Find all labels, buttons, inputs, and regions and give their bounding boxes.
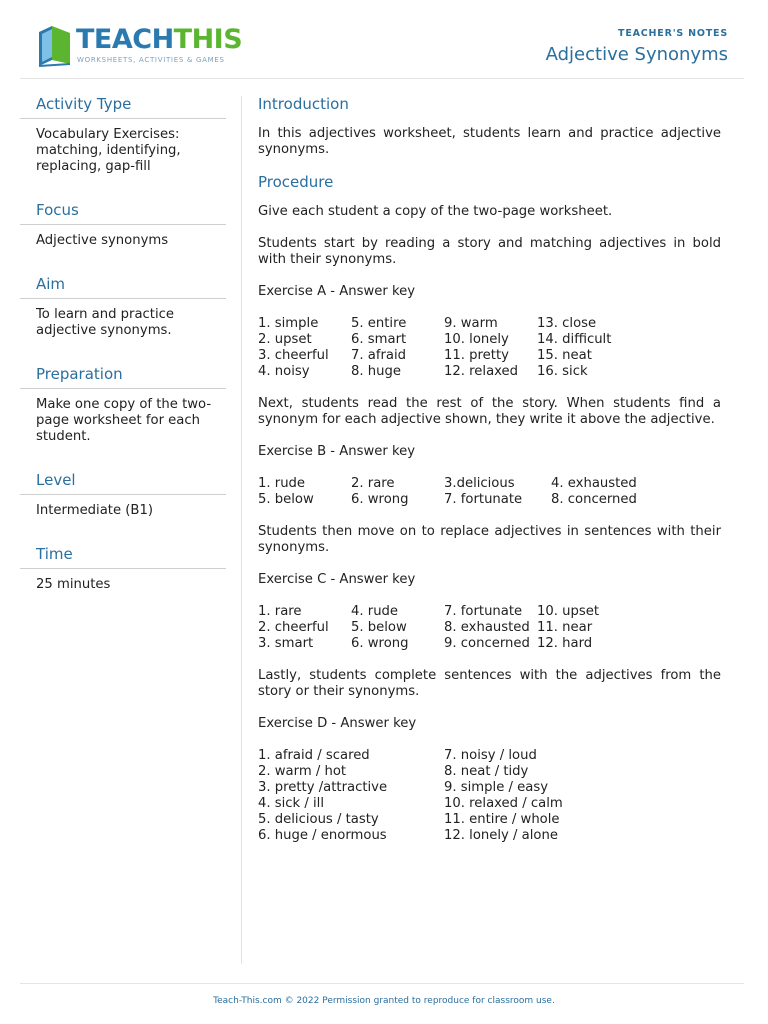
answer-item: 5. delicious / tasty	[258, 812, 379, 827]
answer-item: 8. concerned	[551, 492, 637, 507]
procedure-paragraph: Students then move on to replace adjectives in sentences with their synonyms.	[258, 524, 721, 555]
answer-item: 4. sick / ill	[258, 796, 325, 811]
answer-item: 3. smart	[258, 636, 314, 651]
answer-item: 13. close	[537, 316, 597, 331]
answer-item: 1. rare	[258, 604, 302, 619]
answer-item: 16. sick	[537, 364, 588, 379]
exercise-d-title: Exercise D - Answer key	[258, 716, 417, 731]
answer-item: 8. exhausted	[444, 620, 530, 635]
answer-item: 1. afraid / scared	[258, 748, 370, 763]
answer-item: 2. upset	[258, 332, 312, 347]
time-text: 25 minutes	[36, 577, 111, 592]
answer-item: 7. fortunate	[444, 492, 523, 507]
answer-item: 11. entire / whole	[444, 812, 560, 827]
answer-item: 2. rare	[351, 476, 395, 491]
introduction-text: In this adjectives worksheet, students learn and practice adjective synonyms.	[258, 126, 721, 157]
teachers-notes-label: TEACHER'S NOTES	[618, 28, 728, 39]
answer-item: 1. simple	[258, 316, 319, 331]
book-logo-icon	[36, 24, 74, 68]
focus-section	[20, 200, 226, 249]
aim-text: To learn and practice adjective synonyms.	[36, 307, 174, 338]
preparation-text: Make one copy of the two-page worksheet for each student.	[36, 397, 212, 444]
answer-item: 5. entire	[351, 316, 407, 331]
answer-item: 14. difficult	[537, 332, 612, 347]
procedure-paragraph: Give each student a copy of the two-page worksheet.	[258, 204, 613, 219]
answer-item: 4. rude	[351, 604, 399, 619]
answer-item: 3. pretty /attractive	[258, 780, 388, 795]
exercise-a-answers	[258, 316, 721, 380]
introduction-heading: Introduction	[258, 95, 349, 113]
answer-item: 6. smart	[351, 332, 407, 347]
preparation-heading: Preparation	[20, 364, 226, 389]
logo-wordmark	[76, 25, 242, 55]
answer-item: 8. huge	[351, 364, 401, 379]
answer-item: 4. exhausted	[551, 476, 637, 491]
footer-divider	[20, 983, 744, 984]
answer-item: 7. fortunate	[444, 604, 523, 619]
answer-item: 12. lonely / alone	[444, 828, 558, 843]
answer-item: 2. cheerful	[258, 620, 329, 635]
logo-tagline: WORKSHEETS, ACTIVITIES & GAMES	[77, 56, 225, 64]
logo-word-teach: TEACH	[76, 24, 174, 55]
answer-item: 5. below	[258, 492, 314, 507]
preparation-section	[20, 364, 226, 445]
level-heading: Level	[20, 470, 226, 495]
exercise-b-answers	[258, 476, 721, 508]
footer-text: Teach-This.com © 2022 Permission granted to reproduce for classroom use.	[213, 996, 555, 1006]
answer-item: 3. cheerful	[258, 348, 329, 363]
answer-item: 11. pretty	[444, 348, 509, 363]
level-section	[20, 470, 226, 519]
exercise-a-title: Exercise A - Answer key	[258, 284, 416, 299]
procedure-heading: Procedure	[258, 173, 334, 191]
activity-type-heading: Activity Type	[20, 94, 226, 119]
exercise-d-answers	[258, 748, 721, 844]
answer-item: 8. neat / tidy	[444, 764, 529, 779]
answer-item: 9. warm	[444, 316, 498, 331]
procedure-paragraph: Students start by reading a story and matching adjectives in bold with their synonyms.	[258, 236, 721, 267]
answer-item: 2. warm / hot	[258, 764, 347, 779]
answer-item: 5. below	[351, 620, 407, 635]
procedure-paragraph: Lastly, students complete sentences with the adjectives from the story or their synonyms.	[258, 668, 721, 699]
level-text: Intermediate (B1)	[36, 503, 154, 518]
focus-heading: Focus	[20, 200, 226, 225]
activity-type-section	[20, 94, 226, 175]
answer-item: 15. neat	[537, 348, 592, 363]
answer-item: 12. relaxed	[444, 364, 519, 379]
teach-this-logo	[36, 22, 243, 70]
answer-item: 3.delicious	[444, 476, 515, 491]
focus-text: Adjective synonyms	[36, 233, 169, 248]
answer-item: 9. concerned	[444, 636, 530, 651]
activity-type-text: Vocabulary Exercises: matching, identifying, replacing, gap-fill	[36, 127, 181, 174]
sidebar	[20, 94, 226, 618]
answer-item: 6. huge / enormous	[258, 828, 387, 843]
answer-item: 9. simple / easy	[444, 780, 548, 795]
column-divider	[241, 96, 242, 964]
answer-item: 10. relaxed / calm	[444, 796, 563, 811]
exercise-c-title: Exercise C - Answer key	[258, 572, 416, 587]
answer-item: 1. rude	[258, 476, 306, 491]
answer-item: 10. upset	[537, 604, 600, 619]
exercise-b-title: Exercise B - Answer key	[258, 444, 416, 459]
exercise-c-answers	[258, 604, 721, 652]
answer-item: 7. noisy / loud	[444, 748, 537, 763]
answer-item: 12. hard	[537, 636, 593, 651]
aim-section	[20, 274, 226, 339]
answer-item: 6. wrong	[351, 636, 409, 651]
answer-item: 11. near	[537, 620, 593, 635]
answer-item: 6. wrong	[351, 492, 409, 507]
logo-word-this: THIS	[173, 24, 243, 55]
answer-item: 4. noisy	[258, 364, 310, 379]
answer-item: 10. lonely	[444, 332, 509, 347]
time-heading: Time	[20, 544, 226, 569]
page-header	[20, 0, 744, 79]
answer-item: 7. afraid	[351, 348, 407, 363]
procedure-paragraph: Next, students read the rest of the story. When students find a synonym for each adjective shown, they write it above the adjective.	[258, 396, 721, 427]
main-content	[258, 94, 721, 860]
aim-heading: Aim	[20, 274, 226, 299]
time-section	[20, 544, 226, 593]
page-title: Adjective Synonyms	[545, 44, 728, 65]
